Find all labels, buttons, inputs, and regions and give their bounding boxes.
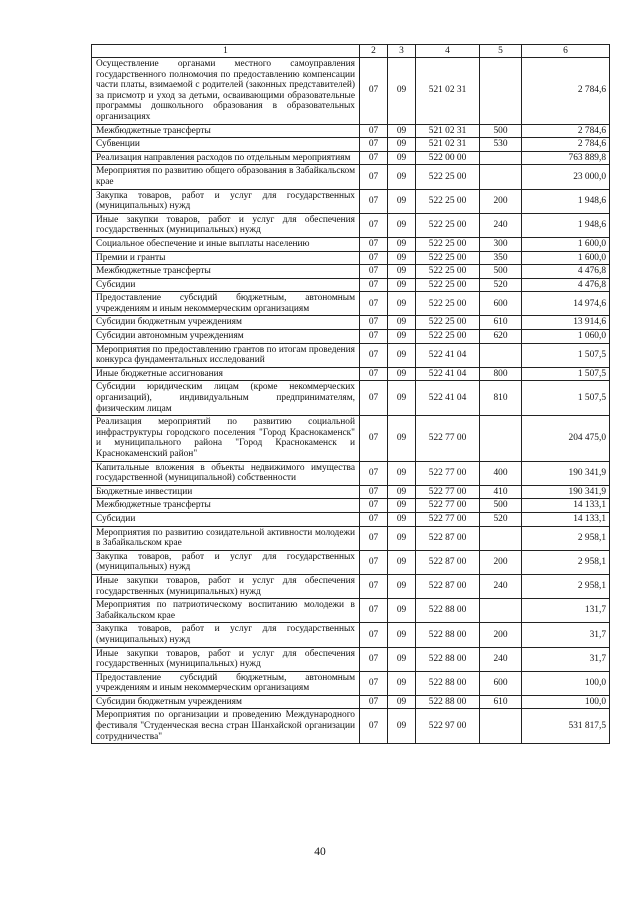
row-subsection-cell: 09 xyxy=(388,292,416,316)
row-target-article-cell: 522 87 00 xyxy=(416,550,480,574)
row-name-cell: Межбюджетные трансферты xyxy=(92,124,360,138)
row-expense-type-cell: 530 xyxy=(480,138,522,152)
row-expense-type-cell: 610 xyxy=(480,316,522,330)
row-expense-type-cell: 240 xyxy=(480,213,522,237)
row-amount-cell: 1 600,0 xyxy=(522,237,610,251)
row-name-cell: Закупка товаров, работ и услуг для государственных (муниципальных) нужд xyxy=(92,189,360,213)
row-subsection-cell: 09 xyxy=(388,265,416,279)
row-section-cell: 07 xyxy=(360,550,388,574)
row-target-article-cell: 521 02 31 xyxy=(416,58,480,125)
row-section-cell: 07 xyxy=(360,278,388,292)
row-expense-type-cell: 350 xyxy=(480,251,522,265)
row-subsection-cell: 09 xyxy=(388,58,416,125)
row-target-article-cell: 521 02 31 xyxy=(416,124,480,138)
row-section-cell: 07 xyxy=(360,213,388,237)
row-expense-type-cell: 410 xyxy=(480,485,522,499)
row-amount-cell: 204 475,0 xyxy=(522,416,610,461)
row-section-cell: 07 xyxy=(360,526,388,550)
table-row xyxy=(92,526,610,550)
row-expense-type-cell: 300 xyxy=(480,237,522,251)
table-row xyxy=(92,330,610,344)
row-expense-type-cell: 400 xyxy=(480,461,522,485)
row-amount-cell: 100,0 xyxy=(522,671,610,695)
row-name-cell: Субсидии бюджетным учреждениям xyxy=(92,695,360,709)
table-row xyxy=(92,58,610,125)
row-amount-cell: 763 889,8 xyxy=(522,151,610,165)
row-subsection-cell: 09 xyxy=(388,138,416,152)
row-name-cell: Социальное обеспечение и иные выплаты населению xyxy=(92,237,360,251)
row-target-article-cell: 522 97 00 xyxy=(416,709,480,744)
header-col-4: 4 xyxy=(416,45,480,58)
row-expense-type-cell: 620 xyxy=(480,330,522,344)
row-name-cell: Мероприятия по развитию созидательной активности молодежи в Забайкальском крае xyxy=(92,526,360,550)
row-expense-type-cell: 240 xyxy=(480,647,522,671)
row-name-cell: Мероприятия по развитию общего образования в Забайкальском крае xyxy=(92,165,360,189)
row-section-cell: 07 xyxy=(360,292,388,316)
row-subsection-cell: 09 xyxy=(388,599,416,623)
row-section-cell: 07 xyxy=(360,165,388,189)
table-row xyxy=(92,381,610,416)
table-row xyxy=(92,550,610,574)
row-amount-cell: 2 784,6 xyxy=(522,124,610,138)
table-row xyxy=(92,695,610,709)
row-section-cell: 07 xyxy=(360,623,388,647)
row-name-cell: Премии и гранты xyxy=(92,251,360,265)
row-target-article-cell: 522 88 00 xyxy=(416,695,480,709)
header-col-5: 5 xyxy=(480,45,522,58)
row-subsection-cell: 09 xyxy=(388,213,416,237)
row-target-article-cell: 522 77 00 xyxy=(416,512,480,526)
row-target-article-cell: 522 77 00 xyxy=(416,485,480,499)
row-section-cell: 07 xyxy=(360,461,388,485)
table-row xyxy=(92,512,610,526)
row-amount-cell: 2 784,6 xyxy=(522,58,610,125)
row-subsection-cell: 09 xyxy=(388,709,416,744)
page-number: 40 xyxy=(314,846,326,858)
row-amount-cell: 31,7 xyxy=(522,647,610,671)
row-expense-type-cell: 500 xyxy=(480,265,522,279)
row-target-article-cell: 522 25 00 xyxy=(416,278,480,292)
row-expense-type-cell: 200 xyxy=(480,623,522,647)
row-expense-type-cell xyxy=(480,709,522,744)
row-name-cell: Межбюджетные трансферты xyxy=(92,265,360,279)
row-section-cell: 07 xyxy=(360,709,388,744)
row-target-article-cell: 522 87 00 xyxy=(416,574,480,598)
table-row xyxy=(92,623,610,647)
table-row xyxy=(92,574,610,598)
row-expense-type-cell: 610 xyxy=(480,695,522,709)
row-name-cell: Субсидии xyxy=(92,278,360,292)
row-amount-cell: 2 958,1 xyxy=(522,550,610,574)
row-expense-type-cell: 800 xyxy=(480,367,522,381)
row-target-article-cell: 522 25 00 xyxy=(416,189,480,213)
row-subsection-cell: 09 xyxy=(388,623,416,647)
row-section-cell: 07 xyxy=(360,512,388,526)
table-row xyxy=(92,647,610,671)
row-expense-type-cell xyxy=(480,165,522,189)
row-amount-cell: 23 000,0 xyxy=(522,165,610,189)
table-row xyxy=(92,499,610,513)
row-name-cell: Иные бюджетные ассигнования xyxy=(92,367,360,381)
row-section-cell: 07 xyxy=(360,485,388,499)
row-target-article-cell: 522 77 00 xyxy=(416,499,480,513)
row-name-cell: Иные закупки товаров, работ и услуг для обеспечения государственных (муниципальных) нужд xyxy=(92,647,360,671)
row-expense-type-cell: 500 xyxy=(480,124,522,138)
row-section-cell: 07 xyxy=(360,124,388,138)
row-amount-cell: 1 507,5 xyxy=(522,367,610,381)
row-amount-cell: 13 914,6 xyxy=(522,316,610,330)
row-expense-type-cell: 520 xyxy=(480,512,522,526)
table-row xyxy=(92,292,610,316)
row-subsection-cell: 09 xyxy=(388,189,416,213)
table-row xyxy=(92,124,610,138)
row-subsection-cell: 09 xyxy=(388,124,416,138)
row-target-article-cell: 522 25 00 xyxy=(416,265,480,279)
row-amount-cell: 190 341,9 xyxy=(522,461,610,485)
table-row xyxy=(92,278,610,292)
table-row xyxy=(92,485,610,499)
row-subsection-cell: 09 xyxy=(388,499,416,513)
header-col-2: 2 xyxy=(360,45,388,58)
row-subsection-cell: 09 xyxy=(388,251,416,265)
table-row xyxy=(92,189,610,213)
row-target-article-cell: 522 25 00 xyxy=(416,330,480,344)
row-subsection-cell: 09 xyxy=(388,695,416,709)
row-subsection-cell: 09 xyxy=(388,574,416,598)
row-amount-cell: 4 476,8 xyxy=(522,278,610,292)
row-expense-type-cell xyxy=(480,416,522,461)
row-name-cell: Предоставление субсидий бюджетным, автономным учреждениям и иным некоммерческим организациям xyxy=(92,292,360,316)
row-name-cell: Реализация направления расходов по отдельным мероприятиям xyxy=(92,151,360,165)
row-section-cell: 07 xyxy=(360,316,388,330)
row-name-cell: Осуществление органами местного самоуправления государственного полномочия по предоставлению компенсации части платы, взимаемой с родителей (законных представителей) за присмотр и уход за детьми, осваивающими образовательные программы дошкольного образования в образовательных организациях xyxy=(92,58,360,125)
row-target-article-cell: 522 00 00 xyxy=(416,151,480,165)
row-target-article-cell: 522 88 00 xyxy=(416,671,480,695)
header-col-6: 6 xyxy=(522,45,610,58)
row-target-article-cell: 522 25 00 xyxy=(416,316,480,330)
budget-table xyxy=(91,44,610,744)
row-subsection-cell: 09 xyxy=(388,461,416,485)
row-target-article-cell: 521 02 31 xyxy=(416,138,480,152)
table-row xyxy=(92,138,610,152)
row-name-cell: Капитальные вложения в объекты недвижимого имущества государственной (муниципальной) собственности xyxy=(92,461,360,485)
row-expense-type-cell xyxy=(480,599,522,623)
row-subsection-cell: 09 xyxy=(388,316,416,330)
row-amount-cell: 131,7 xyxy=(522,599,610,623)
row-section-cell: 07 xyxy=(360,343,388,367)
row-target-article-cell: 522 25 00 xyxy=(416,251,480,265)
table-row xyxy=(92,265,610,279)
table-row xyxy=(92,213,610,237)
row-amount-cell: 31,7 xyxy=(522,623,610,647)
row-expense-type-cell: 240 xyxy=(480,574,522,598)
row-expense-type-cell xyxy=(480,151,522,165)
row-amount-cell: 2 958,1 xyxy=(522,526,610,550)
row-section-cell: 07 xyxy=(360,251,388,265)
row-section-cell: 07 xyxy=(360,647,388,671)
row-section-cell: 07 xyxy=(360,367,388,381)
row-amount-cell: 1 600,0 xyxy=(522,251,610,265)
row-section-cell: 07 xyxy=(360,58,388,125)
row-expense-type-cell xyxy=(480,343,522,367)
row-name-cell: Предоставление субсидий бюджетным, автономным учреждениям и иным некоммерческим организациям xyxy=(92,671,360,695)
row-section-cell: 07 xyxy=(360,416,388,461)
row-subsection-cell: 09 xyxy=(388,647,416,671)
row-amount-cell: 2 784,6 xyxy=(522,138,610,152)
row-name-cell: Иные закупки товаров, работ и услуг для обеспечения государственных (муниципальных) нужд xyxy=(92,574,360,598)
row-amount-cell: 1 060,0 xyxy=(522,330,610,344)
row-section-cell: 07 xyxy=(360,138,388,152)
row-subsection-cell: 09 xyxy=(388,526,416,550)
row-target-article-cell: 522 88 00 xyxy=(416,599,480,623)
row-amount-cell: 2 958,1 xyxy=(522,574,610,598)
row-subsection-cell: 09 xyxy=(388,330,416,344)
table-row xyxy=(92,316,610,330)
row-expense-type-cell xyxy=(480,58,522,125)
table-row xyxy=(92,151,610,165)
row-subsection-cell: 09 xyxy=(388,512,416,526)
row-amount-cell: 14 974,6 xyxy=(522,292,610,316)
row-name-cell: Закупка товаров, работ и услуг для государственных (муниципальных) нужд xyxy=(92,550,360,574)
row-expense-type-cell: 600 xyxy=(480,292,522,316)
header-col-1: 1 xyxy=(92,45,360,58)
row-amount-cell: 14 133,1 xyxy=(522,512,610,526)
row-section-cell: 07 xyxy=(360,499,388,513)
table-row xyxy=(92,416,610,461)
row-expense-type-cell: 200 xyxy=(480,550,522,574)
row-subsection-cell: 09 xyxy=(388,151,416,165)
row-target-article-cell: 522 25 00 xyxy=(416,165,480,189)
row-name-cell: Субсидии автономным учреждениям xyxy=(92,330,360,344)
row-section-cell: 07 xyxy=(360,574,388,598)
row-target-article-cell: 522 41 04 xyxy=(416,381,480,416)
row-name-cell: Реализация мероприятий по развитию социальной инфраструктуры городского поселения "Город Краснокаменск" и муниципального района "Город Краснокаменск и Краснокаменский район" xyxy=(92,416,360,461)
table-row xyxy=(92,343,610,367)
table-row xyxy=(92,251,610,265)
row-amount-cell: 14 133,1 xyxy=(522,499,610,513)
row-target-article-cell: 522 25 00 xyxy=(416,292,480,316)
row-target-article-cell: 522 77 00 xyxy=(416,416,480,461)
row-target-article-cell: 522 41 04 xyxy=(416,367,480,381)
row-amount-cell: 1 507,5 xyxy=(522,381,610,416)
budget-table-body xyxy=(92,45,610,744)
table-row xyxy=(92,237,610,251)
row-section-cell: 07 xyxy=(360,695,388,709)
row-subsection-cell: 09 xyxy=(388,671,416,695)
row-amount-cell: 531 817,5 xyxy=(522,709,610,744)
row-target-article-cell: 522 41 04 xyxy=(416,343,480,367)
row-section-cell: 07 xyxy=(360,151,388,165)
row-expense-type-cell: 200 xyxy=(480,189,522,213)
row-name-cell: Субвенции xyxy=(92,138,360,152)
row-subsection-cell: 09 xyxy=(388,237,416,251)
row-section-cell: 07 xyxy=(360,265,388,279)
row-section-cell: 07 xyxy=(360,599,388,623)
row-subsection-cell: 09 xyxy=(388,165,416,189)
row-target-article-cell: 522 88 00 xyxy=(416,647,480,671)
row-section-cell: 07 xyxy=(360,237,388,251)
row-target-article-cell: 522 88 00 xyxy=(416,623,480,647)
row-name-cell: Мероприятия по предоставлению грантов по итогам проведения конкурса фундаментальных исследований xyxy=(92,343,360,367)
table-row xyxy=(92,461,610,485)
row-name-cell: Мероприятия по патриотическому воспитанию молодежи в Забайкальском крае xyxy=(92,599,360,623)
row-amount-cell: 190 341,9 xyxy=(522,485,610,499)
row-expense-type-cell: 810 xyxy=(480,381,522,416)
row-name-cell: Иные закупки товаров, работ и услуг для обеспечения государственных (муниципальных) нужд xyxy=(92,213,360,237)
row-expense-type-cell: 500 xyxy=(480,499,522,513)
row-subsection-cell: 09 xyxy=(388,343,416,367)
row-section-cell: 07 xyxy=(360,189,388,213)
row-name-cell: Межбюджетные трансферты xyxy=(92,499,360,513)
row-subsection-cell: 09 xyxy=(388,381,416,416)
row-subsection-cell: 09 xyxy=(388,550,416,574)
row-amount-cell: 1 948,6 xyxy=(522,213,610,237)
row-name-cell: Субсидии xyxy=(92,512,360,526)
row-subsection-cell: 09 xyxy=(388,367,416,381)
row-name-cell: Мероприятия по организации и проведению Международного фестиваля "Студенческая весна стран Шанхайской организации сотрудничества" xyxy=(92,709,360,744)
table-row xyxy=(92,367,610,381)
row-subsection-cell: 09 xyxy=(388,485,416,499)
table-row xyxy=(92,599,610,623)
row-expense-type-cell: 600 xyxy=(480,671,522,695)
row-amount-cell: 4 476,8 xyxy=(522,265,610,279)
row-section-cell: 07 xyxy=(360,381,388,416)
row-expense-type-cell: 520 xyxy=(480,278,522,292)
row-name-cell: Закупка товаров, работ и услуг для государственных (муниципальных) нужд xyxy=(92,623,360,647)
table-row xyxy=(92,165,610,189)
row-target-article-cell: 522 25 00 xyxy=(416,237,480,251)
row-name-cell: Субсидии юридическим лицам (кроме некоммерческих организаций), индивидуальным предпринимателям, физическим лицам xyxy=(92,381,360,416)
row-amount-cell: 1 948,6 xyxy=(522,189,610,213)
row-expense-type-cell xyxy=(480,526,522,550)
row-section-cell: 07 xyxy=(360,671,388,695)
row-amount-cell: 1 507,5 xyxy=(522,343,610,367)
row-subsection-cell: 09 xyxy=(388,278,416,292)
table-row xyxy=(92,709,610,744)
row-subsection-cell: 09 xyxy=(388,416,416,461)
row-target-article-cell: 522 87 00 xyxy=(416,526,480,550)
header-col-3: 3 xyxy=(388,45,416,58)
table-row xyxy=(92,671,610,695)
row-section-cell: 07 xyxy=(360,330,388,344)
table-header-row xyxy=(92,45,610,58)
row-name-cell: Субсидии бюджетным учреждениям xyxy=(92,316,360,330)
row-name-cell: Бюджетные инвестиции xyxy=(92,485,360,499)
row-target-article-cell: 522 77 00 xyxy=(416,461,480,485)
row-target-article-cell: 522 25 00 xyxy=(416,213,480,237)
row-amount-cell: 100,0 xyxy=(522,695,610,709)
